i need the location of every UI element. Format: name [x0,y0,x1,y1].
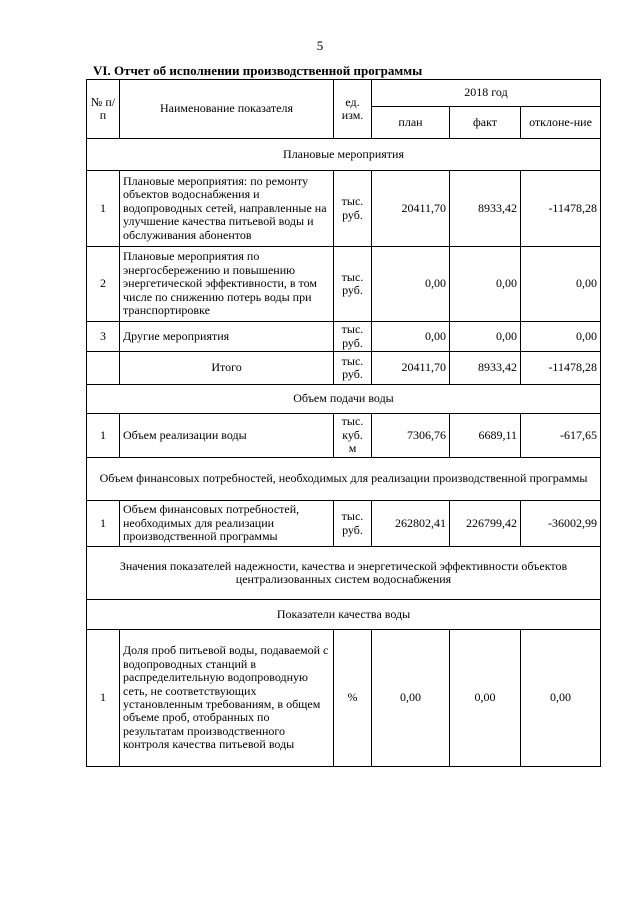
row-plan: 20411,70 [372,171,450,247]
row-plan: 7306,76 [372,414,450,458]
section-title: VI. Отчет об исполнении производственной программы [93,63,423,78]
row-deviation: 0,00 [521,247,601,322]
row-deviation: -617,65 [521,414,601,458]
section-quality: Показатели качества воды [87,600,601,630]
row-deviation: -11478,28 [521,171,601,247]
row-name: Другие мероприятия [120,322,334,352]
section-indicators: Значения показателей надежности, качества и энергетической эффективности объектов централизованных систем водоснабжения [87,547,601,600]
row-fact: 0,00 [450,630,521,767]
row-plan: 262802,41 [372,501,450,547]
section-row [87,385,601,414]
header-num: № п/п [87,80,120,139]
table-row [87,247,601,322]
row-unit: тыс. куб. м [334,414,372,458]
section-financial: Объем финансовых потребностей, необходимых для реализации производственной программы [87,458,601,501]
table-row [87,171,601,247]
section-planned: Плановые мероприятия [87,139,601,171]
row-fact: 8933,42 [450,171,521,247]
header-deviation: отклоне-ние [521,107,601,139]
row-deviation: -36002,99 [521,501,601,547]
row-plan: 0,00 [372,322,450,352]
row-name: Плановые мероприятия по энергосбережению и повышению энергетической эффективности, в том числе по снижению потерь воды при транспортировке [120,247,334,322]
row-name: Объем финансовых потребностей, необходимых для реализации производственной программы [120,501,334,547]
row-num: 1 [87,501,120,547]
row-fact: 6689,11 [450,414,521,458]
row-fact: 0,00 [450,247,521,322]
header-name: Наименование показателя [120,80,334,139]
row-unit: тыс. руб. [334,501,372,547]
section-row [87,547,601,600]
row-num: 1 [87,414,120,458]
row-fact: 0,00 [450,322,521,352]
row-unit: % [334,630,372,767]
row-num: 2 [87,247,120,322]
header-plan: план [372,107,450,139]
row-num: 1 [87,171,120,247]
total-deviation: -11478,28 [521,352,601,385]
table-row [87,630,601,767]
row-deviation: 0,00 [521,322,601,352]
row-deviation: 0,00 [521,630,601,767]
section-row [87,600,601,630]
row-unit: тыс. руб. [334,247,372,322]
table-row [87,501,601,547]
total-plan: 20411,70 [372,352,450,385]
row-unit: тыс. руб. [334,322,372,352]
total-name: Итого [120,352,334,385]
total-unit: тыс. руб. [334,352,372,385]
total-num-cell [87,352,120,385]
section-row [87,458,601,501]
row-num: 1 [87,630,120,767]
row-name: Объем реализации воды [120,414,334,458]
row-unit: тыс. руб. [334,171,372,247]
row-name: Плановые мероприятия: по ремонту объектов водоснабжения и водопроводных сетей, направленные на улучшение качества питьевой воды и обслуживания абонентов [120,171,334,247]
header-row-1 [87,80,601,107]
row-num: 3 [87,322,120,352]
row-fact: 226799,42 [450,501,521,547]
table-row [87,414,601,458]
row-plan: 0,00 [372,247,450,322]
header-year: 2018 год [372,80,601,107]
section-row [87,139,601,171]
row-name: Доля проб питьевой воды, подаваемой с водопроводных станций в распределительную водопроводную сеть, не соответствующих установленным требованиям, в общем объеме проб, отобранных по результатам производственного контроля качества питьевой воды [120,630,334,767]
total-row [87,352,601,385]
page-number: 5 [316,38,324,53]
total-fact: 8933,42 [450,352,521,385]
table-row [87,322,601,352]
section-water-supply: Объем подачи воды [87,385,601,414]
production-program-report-table [86,79,601,767]
header-unit: ед. изм. [334,80,372,139]
row-plan: 0,00 [372,630,450,767]
header-fact: факт [450,107,521,139]
